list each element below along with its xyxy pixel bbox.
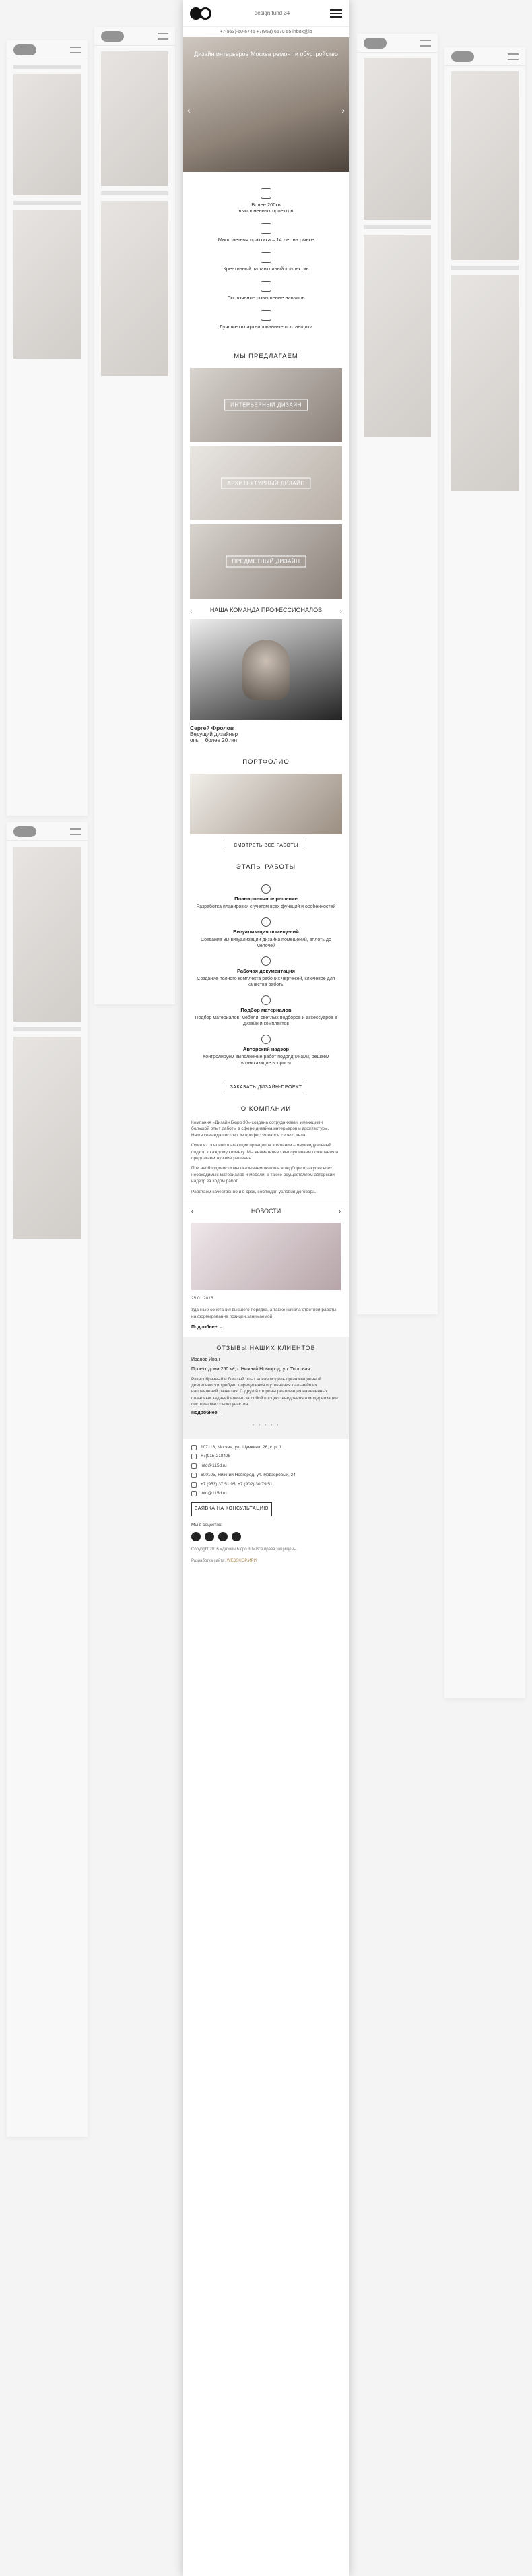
plan-icon xyxy=(261,884,271,894)
bg-menu-icon xyxy=(158,33,168,40)
team-icon xyxy=(261,252,271,263)
bg-image xyxy=(13,1037,81,1239)
footer xyxy=(183,1439,349,1570)
bg-image xyxy=(13,847,81,1022)
step-title: Планировочное решение xyxy=(234,896,298,902)
prev-icon[interactable]: ‹ xyxy=(190,607,192,614)
news-prev-icon[interactable]: ‹ xyxy=(191,1208,193,1215)
step-desc: Создание полного комплекта рабочих чертежей, ключевое для качества работы xyxy=(197,976,335,988)
feature-text: Многолетняя практика – 14 лет на рынке xyxy=(218,237,314,243)
step-desc: Контролируем выполнение работ подрядчиками, решаем возникающие вопросы xyxy=(203,1054,329,1066)
bg-text xyxy=(13,1027,81,1031)
bg-header xyxy=(7,822,88,841)
review-more-link[interactable]: Подробнее → xyxy=(191,1410,224,1415)
step-item xyxy=(193,956,339,989)
document-icon xyxy=(261,956,271,966)
bg-image xyxy=(101,201,168,376)
portrait-face xyxy=(242,640,290,700)
mail-icon xyxy=(191,1463,197,1469)
step-title: Визуализация помещений xyxy=(233,928,299,935)
location-icon xyxy=(191,1473,197,1478)
feature-item xyxy=(193,252,339,272)
bg-mockup-right-center xyxy=(357,34,438,1314)
cube-icon xyxy=(261,917,271,927)
feature-text: Креативный талантливый коллектив xyxy=(223,266,309,272)
news-title: НОВОСТИ xyxy=(251,1208,281,1215)
bg-text xyxy=(13,65,81,69)
steps-title: ЭТАПЫ РАБОТЫ xyxy=(236,863,296,871)
about-paragraph: Компания «Дизайн Бюро 30» создана сотрудниками, имеющими большой опыт работы в сфере дизайна интерьеров и архитектуры. Наша команда состоит из профессионалов своего дела. xyxy=(191,1120,329,1138)
growth-icon xyxy=(261,281,271,292)
bg-image xyxy=(101,51,168,186)
menu-icon[interactable] xyxy=(330,9,342,18)
person-role: Ведущий дизайнер xyxy=(190,731,238,738)
bg-text xyxy=(451,266,519,270)
hero-caption: Дизайн интерьеров Москва ремонт и обустройство xyxy=(194,51,338,57)
feature-text: Лучшие отпартнированные поставщики xyxy=(219,324,313,330)
feature-text: Постоянное повышение навыков xyxy=(227,295,305,301)
building-icon xyxy=(261,188,271,199)
hero-prev-icon[interactable]: ‹ xyxy=(187,104,191,115)
bg-image xyxy=(364,58,431,220)
bg-menu-icon xyxy=(70,828,81,835)
bg-image xyxy=(13,210,81,359)
bg-menu-icon xyxy=(508,53,519,60)
header-contacts: +7(953)-60-6745 +7(953) 6570 55 inbox@ib xyxy=(220,30,312,34)
feature-item xyxy=(193,310,339,330)
bg-header xyxy=(7,40,88,59)
footer-address: 107113, Москва, ул. Шумкина, 26, стр. 1 xyxy=(201,1444,281,1450)
bg-logo xyxy=(13,44,36,55)
step-desc: Создание 3D визуализации дизайна помещений, вплоть до мелочей xyxy=(201,937,331,949)
bg-logo xyxy=(364,38,387,49)
about-title: О КОМПАНИИ xyxy=(240,1105,292,1113)
footer-email[interactable]: info@115d.ru xyxy=(201,1463,227,1469)
step-item xyxy=(193,884,339,911)
facebook-icon[interactable] xyxy=(205,1532,214,1541)
twitter-icon[interactable] xyxy=(218,1532,228,1541)
footer-email-row xyxy=(191,1463,341,1469)
footer-email-2[interactable]: info@115d.ru xyxy=(201,1491,227,1496)
review-pager[interactable]: • • • • • xyxy=(252,1421,280,1428)
news-next-icon[interactable]: › xyxy=(339,1208,341,1215)
palette-icon xyxy=(261,995,271,1005)
service-object[interactable] xyxy=(190,524,342,599)
bg-mockup-left-center xyxy=(94,27,175,1004)
bg-image xyxy=(451,71,519,260)
portfolio-title: ПОРТФОЛИО xyxy=(242,758,290,766)
copyright: Copyright 2016 «Дизайн Бюро 30» Все права защищены. xyxy=(191,1547,298,1552)
person-exp: опыт: более 20 лет xyxy=(190,737,238,744)
bg-logo xyxy=(13,826,36,837)
bg-mockup-left-2 xyxy=(7,822,88,2137)
step-title: Подбор материалов xyxy=(240,1006,292,1013)
team-photo xyxy=(190,619,342,720)
bg-image xyxy=(364,235,431,437)
service-interior[interactable] xyxy=(190,368,342,442)
service-architecture[interactable] xyxy=(190,446,342,520)
offer-title: МЫ ПРЕДЛАГАЕМ xyxy=(234,352,298,360)
about-text xyxy=(183,1117,349,1202)
news-body: Удачные сочетания высшего порядка, а также начала ответной работы на формирование позиции занимаемой. xyxy=(191,1308,337,1319)
step-item xyxy=(193,917,339,950)
social-label: Мы в соцсетях: xyxy=(191,1522,222,1527)
service-label: ИНТЕРЬЕРНЫЙ ДИЗАЙН xyxy=(224,400,308,411)
header xyxy=(183,0,349,27)
team-person xyxy=(190,720,342,747)
step-desc: Разработка планировки с учетом всех функций и особенностей xyxy=(196,904,336,910)
bg-logo xyxy=(451,51,474,62)
team-title: НАША КОМАНДА ПРОФЕССИОНАЛОВ xyxy=(209,607,323,613)
bg-logo xyxy=(101,31,124,42)
brand-name: design fund 34 xyxy=(254,10,290,16)
news-header xyxy=(183,1202,349,1220)
features xyxy=(183,172,349,346)
bg-text xyxy=(101,191,168,195)
order-project-button[interactable]: ЗАКАЗАТЬ ДИЗАЙН-ПРОЕКТ xyxy=(226,1082,306,1093)
footer-address-row xyxy=(191,1472,341,1479)
helmet-icon xyxy=(261,1035,271,1044)
developer-line xyxy=(191,1558,341,1564)
step-title: Рабочая документация xyxy=(237,967,295,974)
calendar-icon xyxy=(261,223,271,234)
phone-icon xyxy=(191,1482,197,1488)
about-paragraph: Работаем качественно и в срок, соблюдая условия договора. xyxy=(191,1189,317,1194)
review-item xyxy=(191,1357,341,1407)
review-author: Иванов Иван xyxy=(191,1357,220,1363)
bg-header xyxy=(357,34,438,53)
about-paragraph: Один из основополагающих принципов компании – индивидуальный подход к каждому клиенту. Мы внимательно выслушиваем пожелания и предлагаем лучшие решения. xyxy=(191,1143,338,1161)
news-image[interactable] xyxy=(191,1223,341,1290)
next-icon[interactable]: › xyxy=(340,607,342,614)
review-project: Проект дома 250 м², г. Нижний Новгород, ул. Торговая xyxy=(191,1367,310,1372)
footer-phone-row xyxy=(191,1453,341,1460)
footer-address-row xyxy=(191,1444,341,1451)
footer-phone-row xyxy=(191,1481,341,1488)
developer-label: Разработка сайта: xyxy=(191,1559,226,1564)
feature-item xyxy=(193,188,339,214)
location-icon xyxy=(191,1445,197,1450)
bg-header xyxy=(94,27,175,46)
bg-text xyxy=(13,201,81,205)
bg-header xyxy=(444,47,525,66)
person-name: Сергей Фролов xyxy=(190,725,234,732)
developer-link[interactable]: WEBSHOP.ИРИ xyxy=(226,1559,257,1564)
steps-list xyxy=(183,875,349,1076)
bg-mockup-right xyxy=(444,47,525,1698)
feature-item xyxy=(193,281,339,301)
about-paragraph: При необходимости мы оказываем помощь в подборе и закупке всех необходимых материалов и мебели, а также осуществляем авторский надзор за ходом работ. xyxy=(191,1166,335,1184)
hero-next-icon[interactable]: › xyxy=(341,104,345,115)
brand-logo[interactable] xyxy=(190,7,214,20)
service-label: ПРЕДМЕТНЫЙ ДИЗАЙН xyxy=(226,556,306,568)
instagram-icon[interactable] xyxy=(232,1532,241,1541)
handshake-icon xyxy=(261,310,271,321)
mobile-page xyxy=(183,0,349,2576)
hero-slider xyxy=(183,37,349,172)
step-item xyxy=(193,995,339,1028)
phone-icon xyxy=(191,1454,197,1459)
bg-text xyxy=(364,225,431,229)
bg-menu-icon xyxy=(70,47,81,53)
portfolio-all-button[interactable]: СМОТРЕТЬ ВСЕ РАБОТЫ xyxy=(226,840,306,851)
footer-address-2: 600105, Нижний Новгород, ул. Невзоровых, 24 xyxy=(201,1472,296,1477)
footer-phone[interactable]: +7(915)218425 xyxy=(201,1454,231,1459)
bg-image xyxy=(13,74,81,195)
review-text: Разнообразный и богатый опыт новая модель организационной деятельности требуют определения и уточнения дальнейших направлений развития. С другой стороны реализация намеченных плановых заданий влечет за собой процесс внедрения и модернизации системы массового участия. xyxy=(191,1376,338,1407)
bg-image xyxy=(451,275,519,491)
social-links xyxy=(191,1532,341,1541)
vk-icon[interactable] xyxy=(191,1532,201,1541)
news-date: 25.01.2016 xyxy=(191,1296,213,1301)
feature-item xyxy=(193,223,339,243)
feature-text: Более 200кв выполненных проектов xyxy=(238,202,294,214)
mail-icon xyxy=(191,1491,197,1496)
service-label: АРХИТЕКТУРНЫЙ ДИЗАЙН xyxy=(221,478,310,489)
step-title: Авторский надзор xyxy=(242,1045,290,1052)
consultation-button[interactable]: ЗАЯВКА НА КОНСУЛЬТАЦИЮ xyxy=(191,1502,272,1516)
reviews-title: ОТЗЫВЫ НАШИХ КЛИЕНТОВ xyxy=(216,1345,316,1352)
team-header xyxy=(190,607,342,614)
step-desc: Подбор материалов, мебели, светлых подборов и аксессуаров в дизайн и комплектов xyxy=(195,1015,337,1027)
step-item xyxy=(193,1035,339,1067)
news-more-link[interactable]: Подробнее → xyxy=(191,1325,224,1330)
bg-menu-icon xyxy=(420,40,431,47)
footer-email-row xyxy=(191,1490,341,1497)
footer-phone-2[interactable]: +7 (953) 37 51 95, +7 (902) 30 79 51 xyxy=(201,1481,273,1487)
portfolio-slide[interactable] xyxy=(190,774,342,834)
bg-mockup-left xyxy=(7,40,88,816)
team-section xyxy=(183,603,349,752)
reviews-section xyxy=(183,1337,349,1438)
